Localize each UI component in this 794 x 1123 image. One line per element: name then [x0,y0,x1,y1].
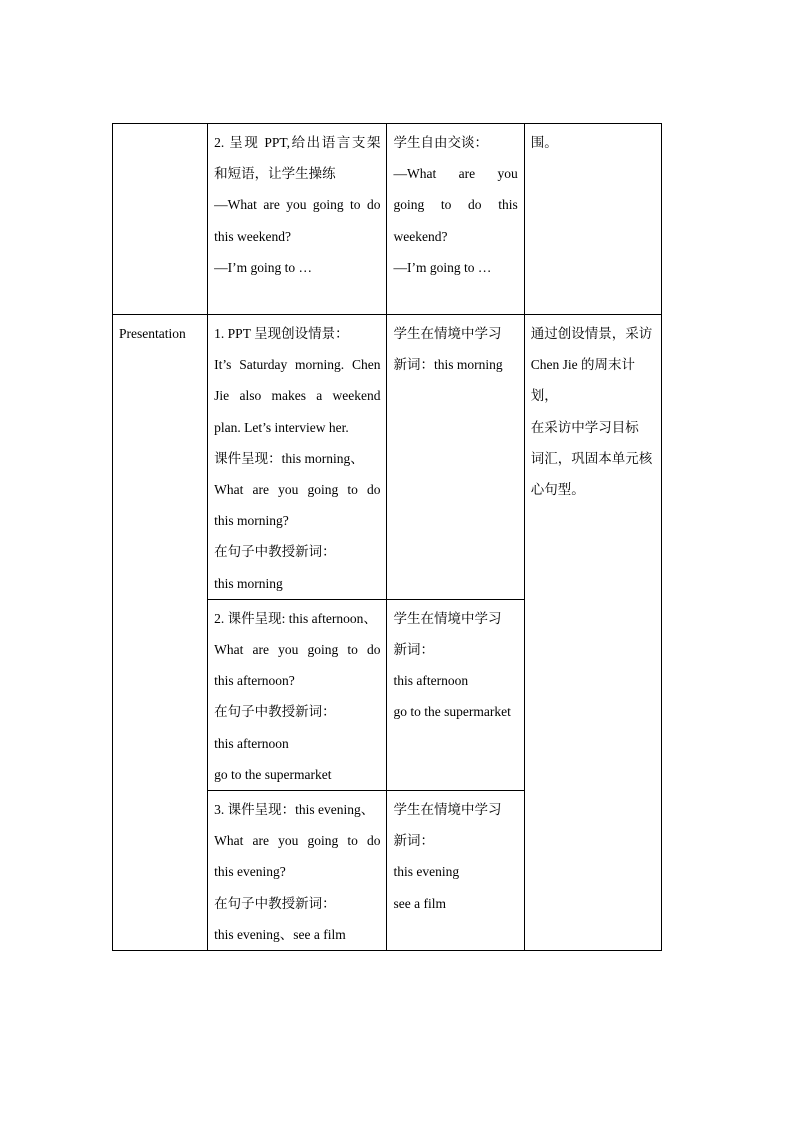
text-line: plan. Let’s interview her. [214,419,349,435]
text-line: 学生自由交谈： [393,135,488,150]
text-line: 2. 呈现 PPT,给出语言支架 [214,135,381,150]
text-line: 学生在情境中学习 [393,326,502,341]
text-line: this evening [393,864,460,880]
teacher-activity-cell [208,791,387,951]
text-line: 通过创设情景，采访 [530,326,653,341]
text-line: 新词：this morning [393,357,503,373]
text-line: What are you going to do [214,833,381,849]
stage-label: Presentation [119,326,186,341]
text-line: —What are you [393,166,518,182]
purpose-cell [524,124,661,315]
text-line: weekend? [393,228,448,244]
text-line: this evening? [214,864,286,880]
text-line: —I’m going to … [214,259,313,275]
teacher-activity-cell [208,599,387,790]
text-line: this weekend? [214,228,292,244]
table-row [113,315,662,600]
table-row [113,124,662,315]
text-line: —I’m going to … [393,259,492,275]
teacher-activity-cell [208,315,387,600]
text-line: this morning [214,575,283,591]
student-activity-cell [387,315,524,600]
text-line: 在句子中教授新词： [214,895,336,911]
text-line: going to do this [393,197,518,213]
text-line: this morning? [214,513,289,529]
text-line: Chen Jie 的周末计划， [530,357,635,404]
student-activity-cell [387,599,524,790]
text-line: this afternoon [214,735,289,751]
text-line: 课件呈现：this morning、 [214,450,364,466]
text-line: It’s Saturday morning. Chen [214,357,381,373]
teacher-activity-cell [208,124,387,315]
text-line: What are you going to do [214,642,381,658]
text-line: see a film [393,895,446,911]
text-line: 围。 [530,135,558,150]
text-line: 2. 课件呈现: this afternoon、 [214,610,377,626]
text-line: 1. PPT 呈现创设情景： [214,326,349,341]
text-line: 在句子中教授新词： [214,544,336,560]
text-line: 词汇，巩固本单元核 [530,450,653,466]
student-activity-cell [387,791,524,951]
text-line: 在句子中教授新词： [214,704,336,720]
text-line: 学生在情境中学习 [393,610,502,626]
text-line: this evening、see a film [214,926,346,942]
text-line: 在采访中学习目标 [530,419,639,435]
lesson-plan-table [112,123,662,951]
text-line: What are you going to do [214,482,381,498]
text-line: go to the supermarket [214,766,332,782]
text-line: 新词： [393,833,434,849]
text-line: go to the supermarket [393,704,511,720]
text-line: 3. 课件呈现：this evening、 [214,802,375,818]
stage-cell [113,124,208,315]
text-line: 心句型。 [530,482,585,498]
text-line: —What are you going to do [214,197,381,213]
purpose-cell [524,315,661,951]
text-line: 和短语，让学生操练 [214,166,336,182]
text-line: Jie also makes a weekend [214,388,381,404]
text-line: 新词： [393,642,434,658]
stage-cell [113,315,208,951]
student-activity-cell [387,124,524,315]
text-line: 学生在情境中学习 [393,802,502,818]
text-line: this afternoon [393,673,469,689]
text-line: this afternoon? [214,673,295,689]
